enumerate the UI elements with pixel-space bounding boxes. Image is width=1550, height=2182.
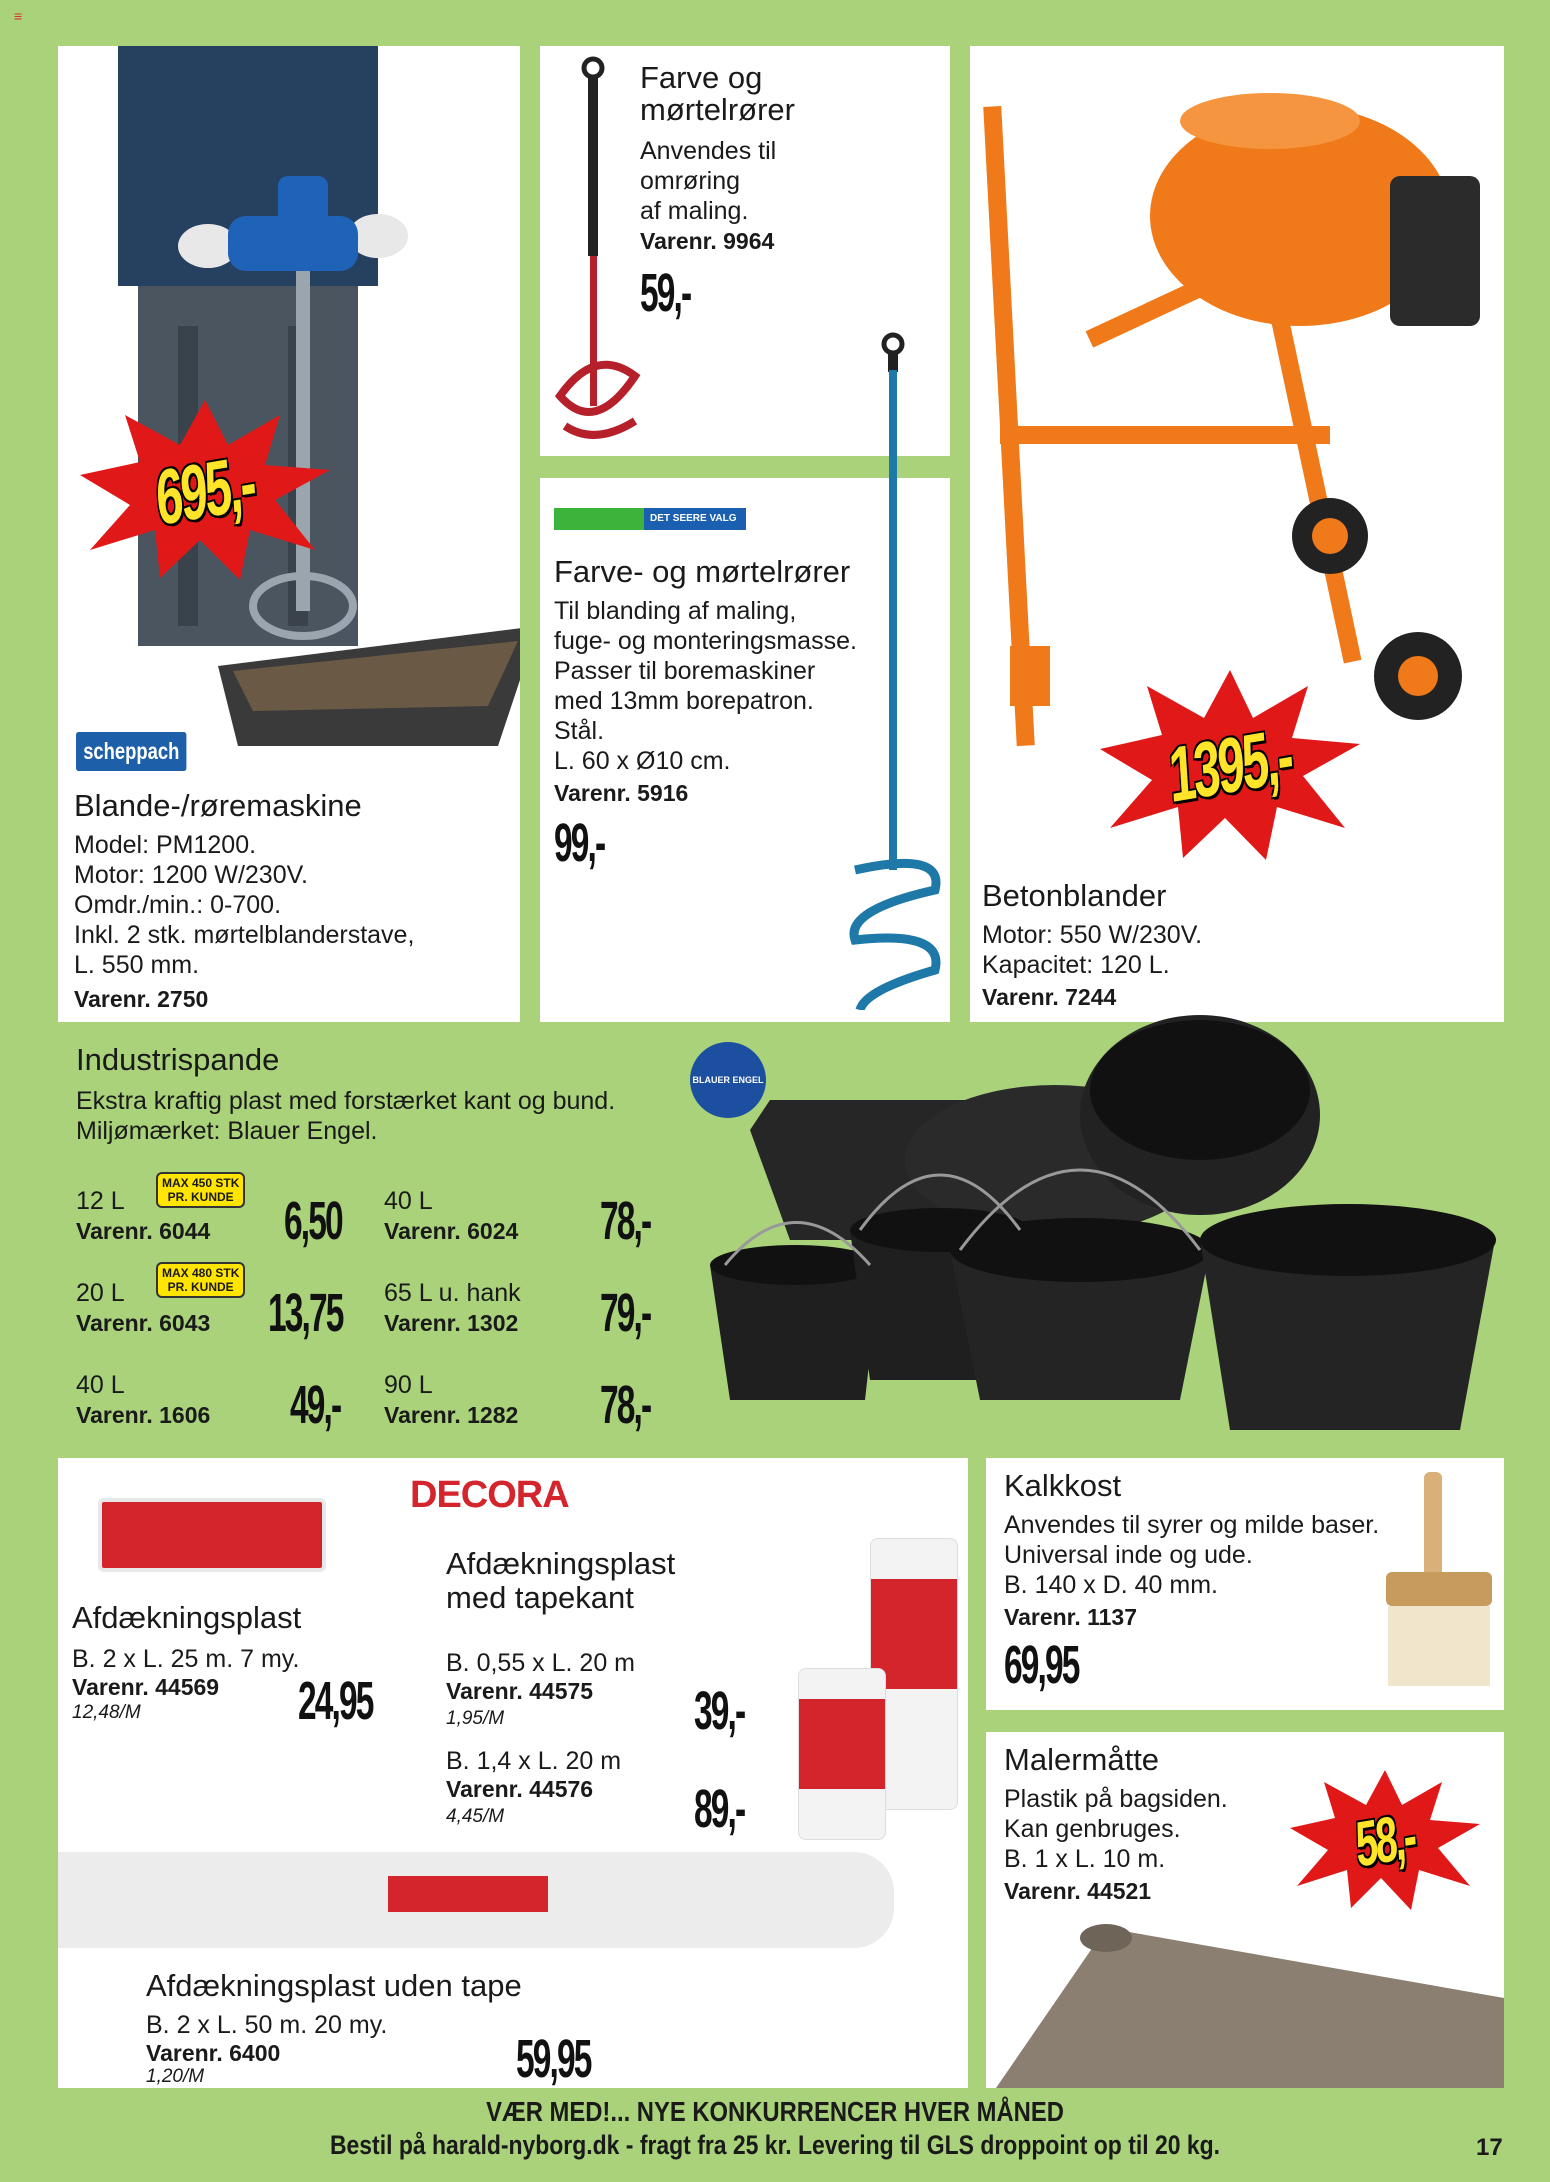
stirrer-large-sku: Varenr. 5916	[554, 780, 689, 806]
mixer-line: Model: PM1200.	[74, 831, 257, 859]
bucket-price: 78,-	[600, 1375, 651, 1435]
cement-mixer-image	[970, 46, 1504, 766]
mixer-line: Inkl. 2 stk. mørtelblanderstave,	[74, 921, 415, 949]
plastic-2-line: B. 1,4 x L. 20 m	[446, 1747, 622, 1775]
mixer-brand-logo	[76, 732, 187, 771]
stirrer-small-line: omrøring	[640, 167, 741, 195]
cement-mixer-sku: Varenr. 7244	[982, 984, 1117, 1010]
mixer-sku: Varenr. 2750	[74, 986, 209, 1012]
bucket-price: 49,-	[290, 1375, 341, 1435]
plastic-2-line: B. 0,55 x L. 20 m	[446, 1649, 635, 1677]
bucket-sku: Varenr. 1282	[384, 1402, 519, 1428]
mixer-price: 695,-	[153, 437, 257, 542]
buckets-line: Ekstra kraftig plast med forstærket kant og bund.	[76, 1087, 616, 1115]
mat-line: Plastik på bagsiden.	[1004, 1785, 1228, 1813]
brush-price: 69,95	[1004, 1635, 1079, 1695]
brush-title: Kalkkost	[1004, 1468, 1122, 1503]
footer-headline: VÆR MED!... NYE KONKURRENCER HVER MÅNED	[486, 2096, 1064, 2127]
mixer-product-image	[58, 46, 520, 746]
plastic-1-line: B. 2 x L. 25 m. 7 my.	[72, 1645, 300, 1673]
bucket-size: 40 L	[76, 1371, 125, 1399]
plastic-1-title: Afdækningsplast	[72, 1600, 302, 1635]
cement-mixer-title: Betonblander	[982, 878, 1167, 913]
bucket-size: 12 L	[76, 1187, 125, 1215]
stirrer-large-brand: DET SEERE VALG	[650, 513, 737, 524]
decora-logo: DECORA	[410, 1474, 569, 1516]
stirrer-large-title: Farve- og mørtelrører	[554, 554, 851, 589]
plastic-3-sku: Varenr. 6400	[146, 2040, 281, 2066]
mat-product-image	[986, 1888, 1504, 2088]
stirrer-large-line: fuge- og monteringsmasse.	[554, 627, 857, 655]
cement-mixer-price-starburst	[1100, 670, 1360, 860]
plastic-1-price: 24,95	[298, 1671, 373, 1731]
mixer-line: Omdr./min.: 0-700.	[74, 891, 282, 919]
stirrer-large-line: Passer til boremaskiner	[554, 657, 816, 685]
mixer-line: Motor: 1200 W/230V.	[74, 861, 308, 889]
bucket-size: 65 L u. hank	[384, 1279, 521, 1307]
mat-line: Kan genbruges.	[1004, 1815, 1181, 1843]
logo-swoosh	[554, 508, 644, 530]
plastic-1-sku: Varenr. 44569	[72, 1674, 220, 1700]
plastic-2-sku: Varenr. 44575	[446, 1678, 594, 1704]
plastic-roll-long	[58, 1852, 894, 1948]
mixer-price-starburst	[80, 400, 330, 580]
brush-product-image	[1372, 1472, 1502, 1702]
page-number: 17	[1476, 2134, 1503, 2161]
stirrer-large-line: Til blanding af maling,	[554, 597, 797, 625]
eco-label-text: BLAUER ENGEL	[692, 1075, 764, 1085]
stirrer-large-line: L. 60 x Ø10 cm.	[554, 747, 731, 775]
cement-mixer-panel	[970, 46, 1504, 1022]
mat-title: Malermåtte	[1004, 1742, 1160, 1777]
brush-panel	[986, 1458, 1504, 1710]
plastic-2-unit: 1,95/M	[446, 1708, 505, 1729]
bucket-sku: Varenr. 6044	[76, 1218, 211, 1244]
plastic-2-price: 89,-	[694, 1779, 745, 1839]
bucket-sku: Varenr. 6043	[76, 1310, 211, 1336]
buckets-line: Miljømærket: Blauer Engel.	[76, 1117, 378, 1145]
plastic-2-sku: Varenr. 44576	[446, 1776, 594, 1802]
cement-mixer-price: 1395,-	[1166, 710, 1294, 819]
bucket-limit-badge	[156, 1262, 245, 1298]
mixer-brand: scheppach	[83, 738, 180, 764]
bucket-price: 6,50	[284, 1191, 342, 1251]
stirrer-small-price: 59,-	[640, 263, 691, 323]
stirrer-small-title-2: mørtelrører	[640, 92, 795, 127]
bucket-price: 78,-	[600, 1191, 651, 1251]
stirrer-small-sku: Varenr. 9964	[640, 228, 775, 254]
stirrer-large-brand-logo	[554, 508, 746, 530]
plastic-3-unit: 1,20/M	[146, 2066, 205, 2087]
bucket-limit-badge	[156, 1172, 245, 1208]
bucket-size: 20 L	[76, 1279, 125, 1307]
cement-mixer-line: Kapacitet: 120 L.	[982, 951, 1170, 979]
stirrer-large-line: med 13mm borepatron.	[554, 687, 814, 715]
cement-mixer-line: Motor: 550 W/230V.	[982, 921, 1203, 949]
badge-line: MAX 480 STK	[162, 1266, 240, 1280]
plastic-roll-label	[388, 1876, 548, 1912]
tape-roll-small	[798, 1668, 886, 1840]
badge-line: PR. KUNDE	[167, 1280, 234, 1294]
stirrer-small-title: Farve og	[640, 60, 763, 95]
stirrer-small-line: Anvendes til	[640, 137, 777, 165]
buckets-title: Industrispande	[76, 1042, 280, 1077]
buckets-product-image	[700, 1000, 1500, 1440]
mat-price-starburst	[1290, 1770, 1480, 1910]
plastic-2-title-2: med tapekant	[446, 1580, 634, 1615]
plastic-panel	[58, 1458, 968, 2088]
plastic-2-title: Afdækningsplast	[446, 1546, 676, 1581]
blue-stirrer-image	[835, 330, 955, 1010]
badge-line: MAX 450 STK	[162, 1176, 240, 1190]
brush-line: Anvendes til syrer og milde baser.	[1004, 1511, 1380, 1539]
bucket-price: 13,75	[268, 1283, 343, 1343]
stirrer-large-line: Stål.	[554, 717, 605, 745]
plastic-2-unit: 4,45/M	[446, 1806, 505, 1827]
plastic-2-price: 39,-	[694, 1681, 745, 1741]
plastic-3-line: B. 2 x L. 50 m. 20 my.	[146, 2011, 388, 2039]
plastic-3-title: Afdækningsplast uden tape	[146, 1968, 522, 2003]
mat-line: B. 1 x L. 10 m.	[1004, 1845, 1166, 1873]
bucket-sku: Varenr. 1302	[384, 1310, 519, 1336]
mixer-title: Blande-/røremaskine	[74, 788, 362, 823]
brush-sku: Varenr. 1137	[1004, 1604, 1138, 1630]
tape-roll-label	[799, 1699, 885, 1789]
footer-order-info: Bestil på harald-nyborg.dk - fragt fra 25 kr. Levering til GLS droppoint op til 20 kg.	[329, 2130, 1221, 2160]
stirrer-small-line: af maling.	[640, 197, 749, 225]
plastic-3-price: 59,95	[516, 2029, 591, 2088]
mixer-line: L. 550 mm.	[74, 951, 200, 979]
plastic-roll-small	[98, 1498, 326, 1572]
stirrer-large-price: 99,-	[554, 813, 605, 873]
mat-sku: Varenr. 44521	[1004, 1878, 1152, 1904]
badge-line: PR. KUNDE	[167, 1190, 234, 1204]
brush-line: Universal inde og ude.	[1004, 1541, 1253, 1569]
bucket-sku: Varenr. 1606	[76, 1402, 211, 1428]
plastic-1-unit: 12,48/M	[72, 1702, 141, 1723]
bucket-price: 79,-	[600, 1283, 651, 1343]
header-mark: ≡	[14, 8, 23, 24]
bucket-sku: Varenr. 6024	[384, 1218, 519, 1244]
mat-price: 58,-	[1353, 1799, 1417, 1881]
bucket-size: 90 L	[384, 1371, 433, 1399]
bucket-size: 40 L	[384, 1187, 433, 1215]
brush-line: B. 140 x D. 40 mm.	[1004, 1571, 1218, 1599]
